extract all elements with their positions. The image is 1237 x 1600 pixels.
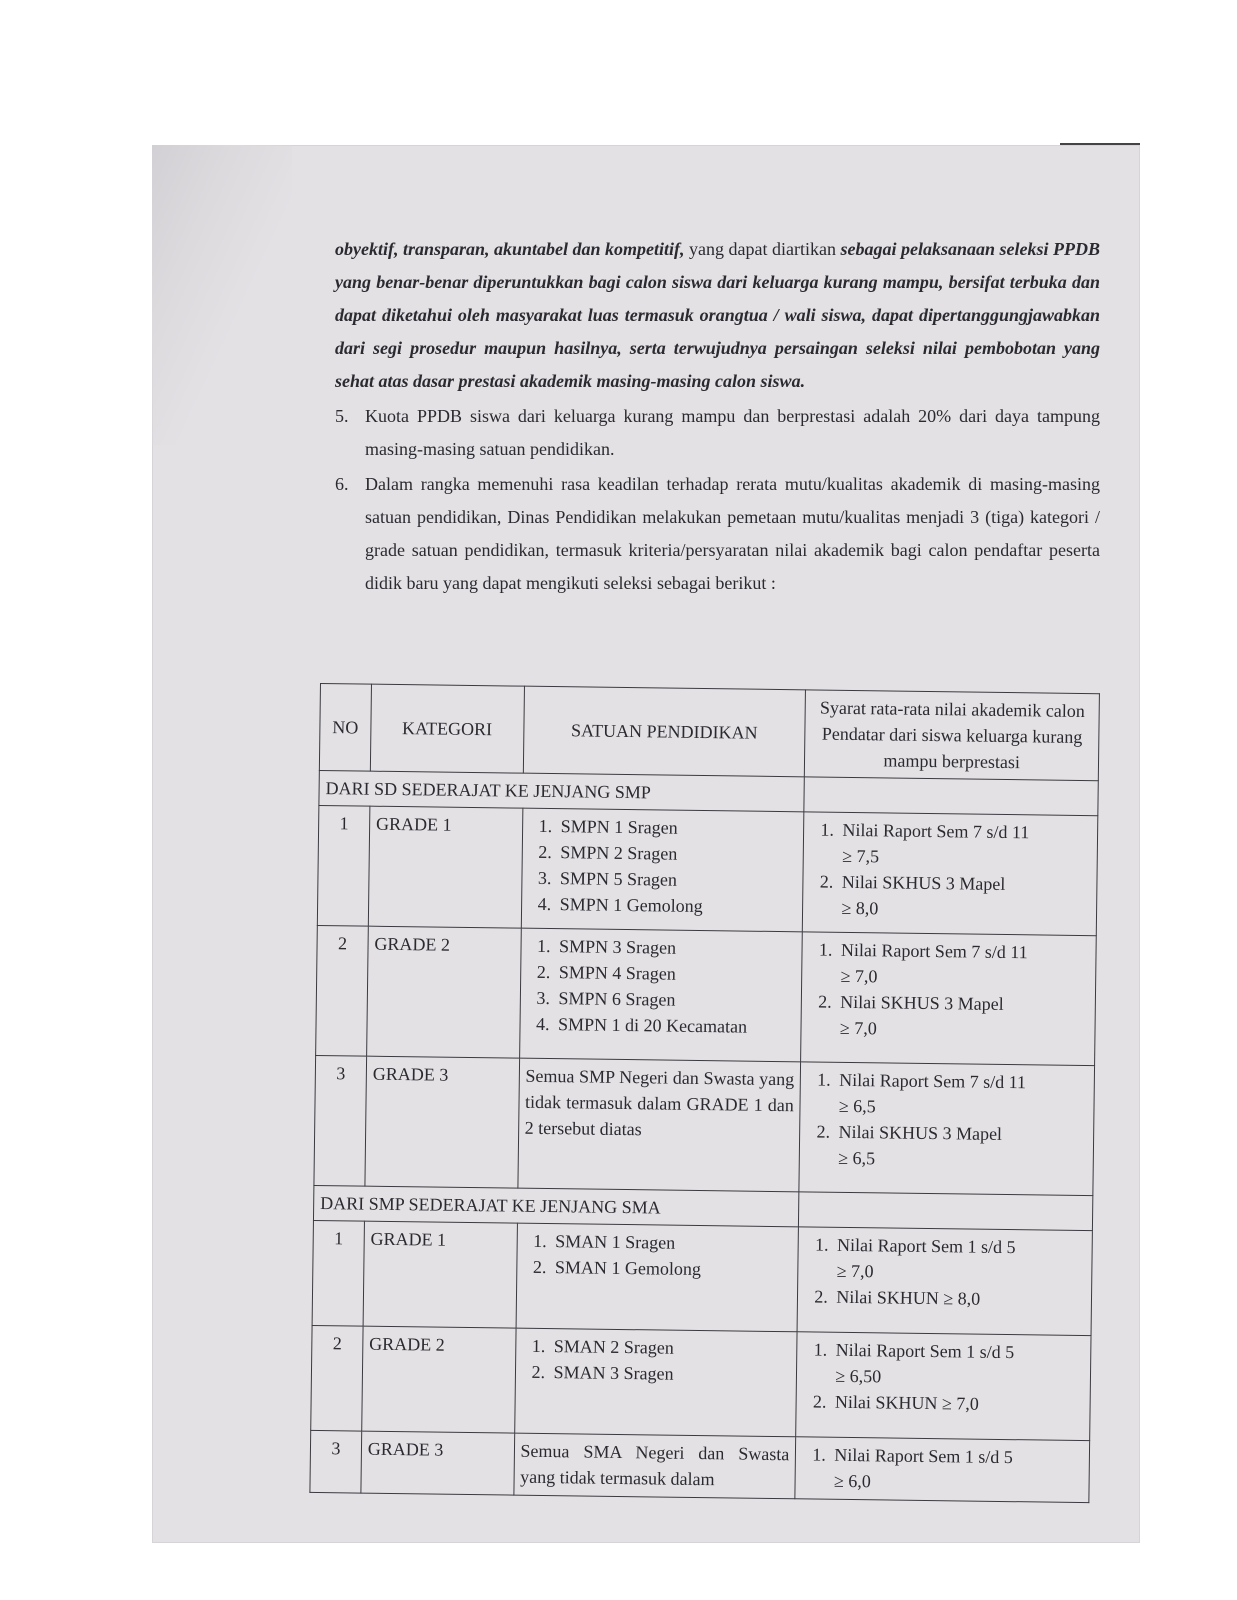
requirement-value: ≥ 8,0 <box>841 897 879 919</box>
row-grade: GRADE 2 <box>362 1326 516 1433</box>
row-requirements <box>797 1227 1092 1336</box>
requirement-label: Nilai SKHUS 3 Mapel <box>838 1121 1003 1144</box>
row-requirements <box>803 812 1098 936</box>
row-no: 2 <box>311 1325 363 1431</box>
header-no: NO <box>319 684 371 772</box>
point-number: 5. <box>335 406 349 426</box>
requirement-value: ≥ 6,5 <box>838 1147 876 1169</box>
row-no: 2 <box>316 925 369 1056</box>
point-text: Dalam rangka memenuhi rasa keadilan terhadap rerata mutu/kualitas akademik di masing-masing satuan pendidikan, Dinas Pendidikan melakukan pemetaan mutu/kualitas menjadi 3 (tiga) kategori / grade satuan pendidikan, termasuk kriteria/persyaratan nilai akademik bagi calon pendaftar peserta didik baru yang dapat mengikuti seleksi sebagai berikut : <box>365 474 1100 593</box>
school-item: 4. SMPN 1 di 20 Kecamatan <box>554 1011 795 1040</box>
requirement-item <box>838 817 1091 872</box>
requirement-value: ≥ 7,0 <box>839 1017 877 1039</box>
requirement-label: Nilai Raport Sem 7 s/d 11 <box>840 939 1028 963</box>
row-no: 1 <box>312 1220 364 1326</box>
requirement-value: ≥ 6,5 <box>838 1095 876 1117</box>
page-top-edge <box>1060 143 1140 145</box>
requirement-item <box>837 869 1090 924</box>
requirement-item <box>834 1119 1087 1174</box>
point-number: 6. <box>335 474 349 494</box>
requirement-label: Nilai Raport Sem 1 s/d 5 <box>835 1339 1015 1363</box>
row-requirements <box>801 932 1096 1066</box>
intro-rest: sebagai pelaksanaan seleksi PPDB yang benar-benar diperuntukkan bagi calon siswa dari keluarga kurang mampu, bersifat terbuka dan dapat diketahui oleh masyarakat luas termasuk orangtua / wali siswa, dapat dipertanggungjawabkan dari segi prosedur maupun hasilnya, serta terwujudnya persaingan seleksi nilai pembobotan yang sehat atas dasar prestasi akademik masing-masing calon siswa. <box>335 239 1101 391</box>
school-item: 2. SMAN 1 Gemolong <box>551 1254 792 1283</box>
point-6 <box>335 468 1100 600</box>
section-title: DARI SMP SEDERAJAT KE JENJANG SMA <box>313 1185 799 1226</box>
requirement-item <box>836 937 1089 992</box>
intro-terms: obyektif, transparan, akuntabel dan kompetitif, <box>335 239 685 259</box>
row-requirements <box>795 1437 1089 1503</box>
requirement-item <box>835 1067 1088 1122</box>
row-grade: GRADE 1 <box>363 1221 517 1328</box>
requirement-item <box>830 1442 1083 1497</box>
requirement-label: Nilai SKHUN ≥ 7,0 <box>834 1391 980 1414</box>
row-schools <box>521 808 804 932</box>
point-5 <box>335 400 1100 466</box>
row-grade: GRADE 3 <box>361 1431 514 1495</box>
school-item: 1. SMPN 3 Sragen <box>555 933 796 962</box>
school-item: 1. SMPN 1 Sragen <box>557 813 798 842</box>
row-schools-text: Semua SMP Negeri dan Swasta yang tidak termasuk dalam GRADE 1 dan 2 tersebut diatas <box>517 1058 801 1192</box>
document-body <box>335 233 1100 600</box>
table-header-row <box>319 684 1099 781</box>
requirement-item <box>833 1232 1086 1287</box>
row-grade: GRADE 1 <box>368 806 522 928</box>
intro-connector: yang dapat diartikan <box>689 239 836 259</box>
table-row <box>316 925 1097 1065</box>
row-no: 3 <box>314 1055 367 1186</box>
row-requirements <box>796 1332 1091 1441</box>
school-item: 1. SMAN 2 Sragen <box>550 1333 791 1362</box>
requirement-label: Nilai Raport Sem 7 s/d 11 <box>839 1069 1027 1093</box>
table-row <box>311 1325 1091 1440</box>
requirement-value: ≥ 7,0 <box>836 1260 874 1282</box>
section-empty-cell <box>799 1192 1093 1231</box>
row-schools-text: Semua SMA Negeri dan Swasta yang tidak termasuk dalam <box>513 1433 796 1499</box>
school-item: 3. SMPN 6 Sragen <box>554 985 795 1014</box>
row-requirements <box>799 1062 1094 1196</box>
school-item: 2. SMPN 4 Sragen <box>555 959 796 988</box>
requirement-label: Nilai Raport Sem 7 s/d 11 <box>842 819 1030 843</box>
school-item: 2. SMPN 2 Sragen <box>556 839 797 868</box>
requirement-item <box>831 1389 1084 1418</box>
requirement-label: Nilai SKHUS 3 Mapel <box>841 871 1006 894</box>
row-schools <box>516 1223 799 1332</box>
school-item: 2. SMAN 3 Sragen <box>549 1359 790 1388</box>
requirement-value: ≥ 6,50 <box>835 1365 882 1387</box>
requirement-label: Nilai Raport Sem 1 s/d 5 <box>834 1444 1013 1468</box>
table-row <box>317 805 1098 935</box>
row-no: 1 <box>317 805 369 926</box>
school-item: 4. SMPN 1 Gemolong <box>555 891 796 920</box>
requirement-value: ≥ 6,0 <box>833 1470 871 1492</box>
requirement-value: ≥ 7,5 <box>842 845 880 867</box>
row-schools <box>514 1328 797 1437</box>
requirement-item <box>831 1337 1084 1392</box>
requirement-value: ≥ 7,0 <box>840 965 878 987</box>
header-satuan: SATUAN PENDIDIKAN <box>523 686 806 777</box>
grade-criteria-table <box>309 683 1100 1503</box>
table-row <box>310 1430 1090 1502</box>
header-syarat: Syarat rata-rata nilai akademik calon Pendatar dari siswa keluarga kurang mampu berprestasi <box>805 690 1100 781</box>
school-item: 3. SMPN 5 Sragen <box>556 865 797 894</box>
requirement-item <box>832 1284 1085 1313</box>
requirement-label: Nilai SKHUN ≥ 8,0 <box>836 1286 981 1309</box>
header-kategori: KATEGORI <box>370 684 524 773</box>
row-grade: GRADE 3 <box>365 1056 519 1188</box>
requirement-label: Nilai SKHUS 3 Mapel <box>840 991 1004 1014</box>
table-row <box>312 1220 1092 1335</box>
section-title: DARI SD SEDERAJAT KE JENJANG SMP <box>319 770 805 811</box>
row-grade: GRADE 2 <box>367 926 521 1058</box>
school-item: 1. SMAN 1 Sragen <box>551 1228 792 1257</box>
requirement-item <box>836 989 1089 1044</box>
row-no: 3 <box>310 1430 362 1493</box>
table-row <box>314 1055 1095 1195</box>
point-text: Kuota PPDB siswa dari keluarga kurang mampu dan berprestasi adalah 20% dari daya tampung masing-masing satuan pendidikan. <box>365 406 1100 459</box>
row-schools <box>519 928 803 1062</box>
requirement-label: Nilai Raport Sem 1 s/d 5 <box>836 1234 1016 1258</box>
section-empty-cell <box>804 777 1098 816</box>
page-fold-shadow <box>152 145 292 445</box>
intro-paragraph <box>335 233 1100 398</box>
